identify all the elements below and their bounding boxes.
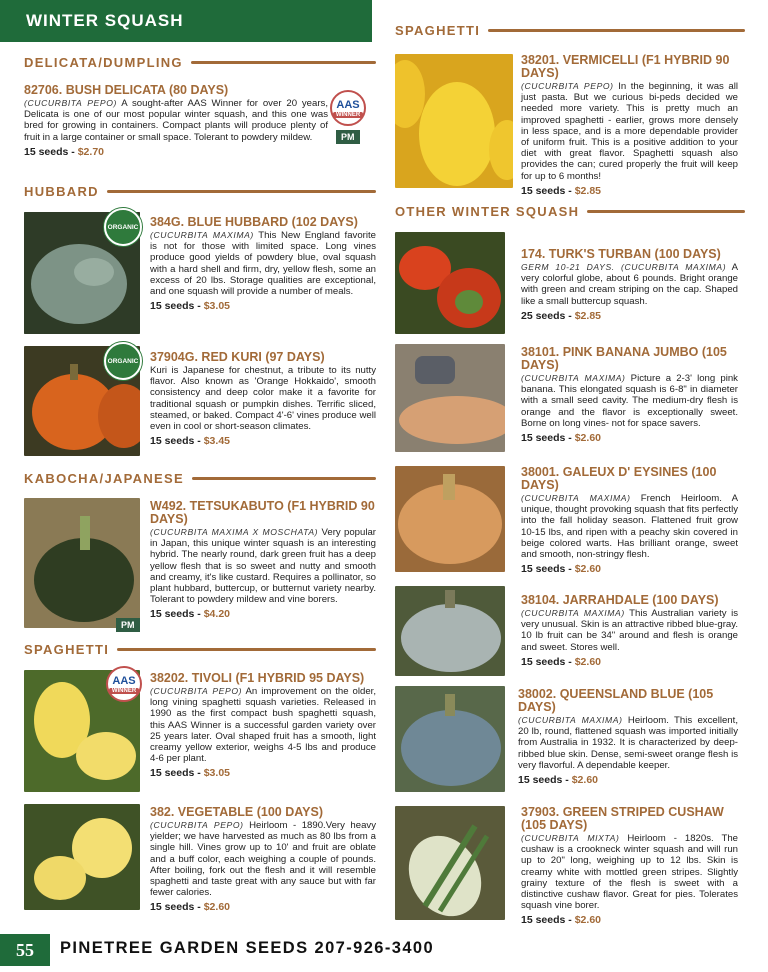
product-description: [24, 98, 328, 143]
product-queensland-blue: [518, 688, 738, 786]
badge-text: AAS: [112, 674, 136, 687]
product-title: 382. VEGETABLE (100 DAYS): [150, 805, 323, 819]
seed-quantity: 25 seeds: [521, 309, 566, 322]
price: $2.85: [574, 184, 601, 197]
section-rule: [107, 190, 376, 193]
description-text: This New England favorite is not for those with limited space. Long vines produce good yields of powdery blue, oval squash with a hard shell and firm, dry, yellow flesh, some an excess of 20 lbs. Storage qualities are exceptional, and one squash will provide a number of meals.: [150, 230, 376, 298]
section-rule: [191, 61, 376, 64]
aas-winner-badge: [106, 666, 142, 702]
product-turks-turban: [521, 248, 738, 322]
product-jarrahdale: [521, 594, 738, 668]
seed-quantity: 15 seeds: [150, 901, 195, 914]
product-vermicelli: [521, 54, 738, 197]
vermicelli-photo: [395, 54, 513, 188]
price-line: 15 seeds - $2.60: [521, 914, 601, 927]
pm-badge: PM: [336, 130, 360, 144]
latin-name: GERM 10-21 DAYS. (CUCURBITA MAXIMA): [521, 262, 727, 272]
section-heading-text: OTHER WINTER SQUASH: [395, 204, 580, 219]
section-rule: [488, 29, 745, 32]
product-description: [150, 230, 376, 297]
latin-name: (CUCURBITA MIXTA): [521, 833, 620, 843]
seed-quantity: 15 seeds: [24, 145, 69, 158]
organic-badge: ORGANIC: [104, 208, 142, 246]
section-rule: [117, 648, 376, 651]
section-heading-spaghetti-left: [24, 642, 376, 657]
section-heading-text: SPAGHETTI: [395, 23, 481, 38]
price-line: 15 seeds - $3.05: [150, 767, 230, 780]
section-heading-kabocha: [24, 471, 376, 486]
latin-name: (CUCURBITA PEPO): [150, 820, 244, 830]
seed-quantity: 15 seeds: [521, 563, 566, 576]
price: $2.60: [203, 901, 230, 914]
jarrahdale-photo: [395, 586, 505, 676]
product-description: [521, 833, 738, 911]
badge-subtext: WINNER: [333, 112, 363, 118]
page-number: 55: [0, 934, 50, 966]
product-green-striped-cushaw: [521, 806, 738, 926]
squash-illustration: [24, 804, 140, 910]
queensland-blue-photo: [395, 686, 505, 792]
section-heading-text: SPAGHETTI: [24, 642, 110, 657]
latin-name: (CUCURBITA MAXIMA X MOSCHATA): [150, 527, 319, 537]
product-galeux: [521, 466, 738, 575]
product-blue-hubbard: [150, 216, 376, 312]
seed-quantity: 15 seeds: [521, 184, 566, 197]
product-title: 38001. GALEUX D' EYSINES (100 DAYS): [521, 465, 717, 492]
squash-illustration: [395, 232, 505, 334]
price: $3.45: [203, 435, 230, 448]
description-text: Heirloom. This excellent, 20 lb, round, flattened squash was imported initially from Australia in 1932. It is characterized by deep-ribbed blue skin. Dense, semi-sweet orange flesh is very flavorful. A dependable keeper.: [518, 715, 738, 771]
turks-turban-photo: [395, 232, 505, 334]
squash-illustration: [24, 498, 140, 628]
squash-illustration: [395, 344, 505, 452]
product-title: 38002. QUEENSLAND BLUE (105 DAYS): [518, 687, 714, 714]
product-bush-delicata: [24, 84, 328, 158]
section-heading-text: HUBBARD: [24, 184, 99, 199]
product-description: [150, 527, 376, 605]
price: $2.60: [574, 914, 601, 927]
price: $2.60: [574, 432, 601, 445]
product-red-kuri: [150, 351, 376, 447]
price-line: 15 seeds - $2.70: [24, 145, 104, 158]
product-title: W492. TETSUKABUTO (F1 HYBRID 90 DAYS): [150, 499, 375, 526]
squash-illustration: [395, 686, 505, 792]
latin-name: (CUCURBITA PEPO): [521, 81, 614, 91]
product-description: [521, 493, 738, 560]
footer-company: PINETREE GARDEN SEEDS 207-926-3400: [60, 939, 435, 957]
latin-name: (CUCURBITA PEPO): [150, 686, 243, 696]
product-title: 384G. BLUE HUBBARD (102 DAYS): [150, 215, 358, 229]
pm-badge: PM: [116, 618, 140, 632]
section-heading-text: KABOCHA/JAPANESE: [24, 471, 184, 486]
description-text: Picture a 2-3' long pink banana. This elongated squash is 6-8" in diameter with a small seed cavity. The medium-dry flesh is orange and the flavor is exceptionally sweet. Borne on long vines- not for space savers.: [521, 373, 738, 429]
price: $3.05: [203, 767, 230, 780]
price-line: 25 seeds - $2.85: [521, 309, 601, 322]
seed-quantity: 15 seeds: [150, 767, 195, 780]
price-line: 15 seeds - $2.60: [521, 563, 601, 576]
product-description: Kuri is Japanese for chestnut, a tribute to its nutty flavor. Also known as 'Orange Hokkaido', smooth consistency and deep color make it a favorite for traditional squash or pumpkin dishes. Terrific sliced, steamed, or baked. Compact 4'-6' vines produce well even in cool or short-season climates.: [150, 365, 376, 433]
product-description: [518, 715, 738, 771]
price: $2.60: [571, 774, 598, 787]
vegetable-spaghetti-photo: [24, 804, 140, 910]
product-description: [521, 608, 738, 653]
product-title: 37904G. RED KURI (97 DAYS): [150, 350, 325, 364]
description-text: Very popular in Japan, this unique winter squash is an interesting hybrid. The nearly round, dark green fruit has a deep yellow flesh that is so sweet and nutty and smooth and creamy, it's like custard. Requires a pollinator, so plant hubbard, buttercup, or butternut variety nearby. Tolerant to powdery mildew and vine borers.: [150, 527, 377, 606]
description-text: Heirloom - 1820s. The cushaw is a crookneck winter squash and will run up to 20" long, weighing up to 12 lbs. Skin is creamy white with mottled green stripes. Slightly grainy texture of the flesh is sweet with a distinctive cushaw flavor. Great for pies. Tolerates squash vine borer.: [521, 833, 738, 912]
squash-illustration: [395, 586, 505, 676]
pink-banana-photo: [395, 344, 505, 452]
seed-quantity: 15 seeds: [521, 914, 566, 927]
product-tivoli: [150, 672, 376, 779]
description-text: French Heirloom. A unique, thought provoking squash that fits perfectly into the fall holiday season. Flattened fruit grow 10-15 lbs, and ripen with a peachy skin covered in beige colored warts. Has brilliant orange, sweet and smooth, non-stringy flesh.: [521, 493, 738, 561]
latin-name: (CUCURBITA MAXIMA): [521, 373, 626, 383]
product-description: [521, 81, 738, 182]
price: $2.60: [574, 563, 601, 576]
seed-quantity: 15 seeds: [150, 608, 195, 621]
price-line: 15 seeds - $4.20: [150, 608, 230, 621]
price-line: 15 seeds - $2.60: [521, 432, 601, 445]
section-heading-other: [395, 204, 745, 219]
latin-name: (CUCURBITA MAXIMA): [521, 493, 631, 503]
organic-badge: ORGANIC: [104, 342, 142, 380]
product-title: 174. TURK'S TURBAN (100 DAYS): [521, 247, 721, 261]
price-line: 15 seeds - $2.85: [521, 184, 601, 197]
product-tetsukabuto: [150, 500, 376, 620]
price: $2.85: [574, 309, 601, 322]
description-text: A very colorful globe, about 6 pounds. Bright orange with green and cream striping on the cap. Shaped like a small buttercup squash.: [521, 262, 738, 307]
cushaw-photo: [395, 806, 505, 920]
product-description: [150, 820, 376, 898]
section-rule: [192, 477, 376, 480]
squash-illustration: [395, 806, 505, 920]
seed-quantity: 15 seeds: [521, 432, 566, 445]
section-heading-spaghetti-right: [395, 23, 745, 38]
description-text: In the beginning, it was all just pasta. But we curious bi-peds decided we needed more variety. This is pretty much an improved spaghetti - earlier, grows more densely in less space, and is a more dependable provider of uniform fruit. This is a positive addition to your diet with great flavor. Spaghetti squash also provides the can; cured properly the fruit will keep for up to 6 months!: [521, 81, 738, 182]
seed-quantity: 15 seeds: [521, 655, 566, 668]
price-line: 15 seeds - $2.60: [150, 901, 230, 914]
badge-subtext: WINNER: [109, 688, 139, 694]
section-heading-hubbard: [24, 184, 376, 199]
price: $2.70: [77, 145, 104, 158]
product-title: 82706. BUSH DELICATA (80 DAYS): [24, 83, 229, 97]
price-line: 15 seeds - $3.05: [150, 300, 230, 313]
price: $4.20: [203, 608, 230, 621]
section-rule: [587, 210, 745, 213]
squash-illustration: [395, 54, 513, 188]
product-description: [521, 262, 738, 307]
price: $3.05: [203, 300, 230, 313]
product-description: [150, 686, 376, 764]
product-title: 38104. JARRAHDALE (100 DAYS): [521, 593, 719, 607]
galeux-photo: [395, 466, 505, 572]
section-heading-delicata: [24, 55, 376, 70]
squash-illustration: [395, 466, 505, 572]
price-line: 15 seeds - $3.45: [150, 435, 230, 448]
tetsukabuto-photo: [24, 498, 140, 628]
badge-text: AAS: [336, 98, 360, 111]
price: $2.60: [574, 655, 601, 668]
section-banner: [0, 0, 372, 42]
seed-quantity: 15 seeds: [518, 774, 563, 787]
seed-quantity: 15 seeds: [150, 300, 195, 313]
latin-name: (CUCURBITA PEPO): [24, 98, 117, 108]
description-text: An improvement on the older, long vining spaghetti squash varieties. Released in 1990 as the first compact bush spaghetti squash, this AAS Winner is a successful garden variety over 25 years later. Oval shaped fruit has a smooth, light creamy yellow exterior, weighs 4-5 lbs and produce 4-6 per plant.: [150, 686, 376, 765]
section-heading-text: DELICATA/DUMPLING: [24, 55, 183, 70]
description-text: A sought-after AAS Winner for over 20 years, Delicata is one of our most popular winter squash, and this one was bred for growing in containers. Compact plants will produce plenty of fruit in a large container or small space. Tolerant to powdery mildew.: [24, 98, 329, 143]
seed-quantity: 15 seeds: [150, 435, 195, 448]
latin-name: (CUCURBITA MAXIMA): [518, 715, 623, 725]
latin-name: (CUCURBITA MAXIMA): [521, 608, 625, 618]
product-title: 38201. VERMICELLI (F1 HYBRID 90 DAYS): [521, 53, 730, 80]
aas-winner-badge: [330, 90, 366, 126]
product-pink-banana: [521, 346, 738, 444]
product-vegetable-spaghetti: [150, 806, 376, 913]
latin-name: (CUCURBITA MAXIMA): [150, 230, 254, 240]
description-text: Heirloom - 1890.Very heavy yielder; we have harvested as much as 80 lbs from a single hill. Vines grow up to 10' and fruit are oblate and a buff color, each weighing a couple of pounds. After boiling, fork out the flesh and it will resemble spaghetti and taste great with any sauce but with far fewer calories.: [150, 820, 376, 899]
product-description: [521, 373, 738, 429]
product-title: 38202. TIVOLI (F1 HYBRID 95 DAYS): [150, 671, 365, 685]
product-title: 37903. GREEN STRIPED CUSHAW (105 DAYS): [521, 805, 724, 832]
price-line: 15 seeds - $2.60: [521, 655, 601, 668]
banner-title: WINTER SQUASH: [26, 11, 184, 30]
description-text: This Australian variety is very unusual. Skin is an attractive ribbed blue-gray. 10 lb fruit can be 34" around and flesh is orange and sweet. Stores well.: [521, 608, 738, 653]
price-line: 15 seeds - $2.60: [518, 774, 598, 787]
product-title: 38101. PINK BANANA JUMBO (105 DAYS): [521, 345, 727, 372]
